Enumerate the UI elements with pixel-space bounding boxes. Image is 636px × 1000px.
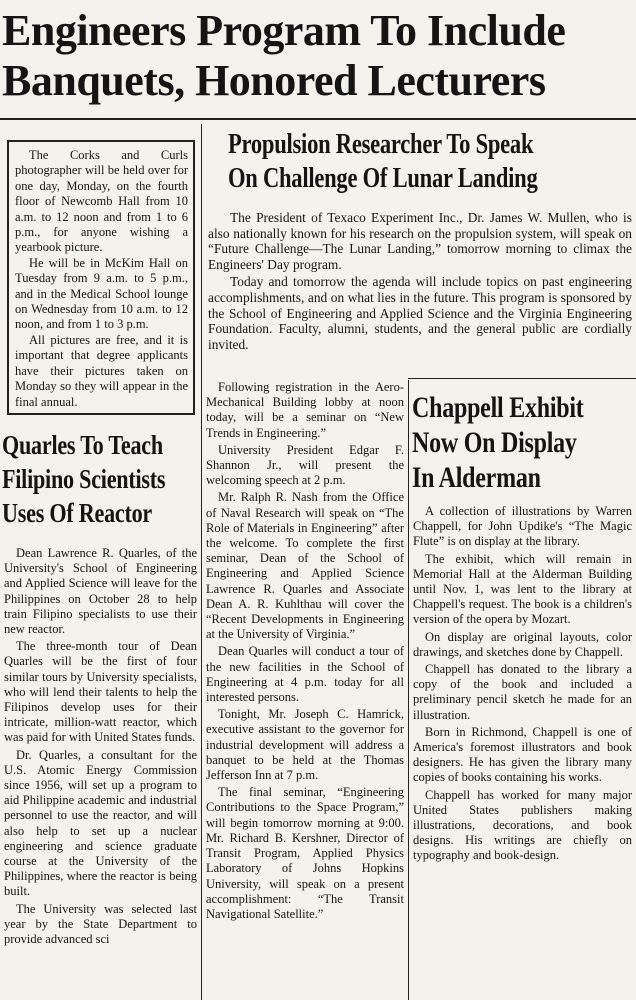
propulsion-intro — [208, 210, 632, 380]
propulsion-headline — [228, 128, 614, 196]
quarles-headline — [2, 428, 199, 530]
notice-paragraph: The Corks and Curls photographer will be held over for one day, Monday, on the fourth floor of Newcomb Hall from 10 a.m. to 12 noon and from 1 to 6 p.m., for anyone wishing a yearbook picture. — [15, 148, 188, 255]
notice-paragraph: All pictures are free, and it is important that degree applicants have their pictures taken on Monday so they will appear in the final annual. — [15, 332, 188, 409]
main-headline-line-1: Engineers Program To Include — [2, 6, 566, 55]
article-paragraph: Today and tomorrow the agenda will include topics on past engineering accomplishments, and on what lies in the future. This program is sponsored by the School of Engineering and Applied Science and the Virginia Engineering Foundation. Faculty, alumni, students, and the general public are cordially invited. — [208, 274, 632, 352]
article-paragraph: Dr. Quarles, a consultant for the U.S. Atomic Energy Commission since 1956, will set up a program to aid Philippine academic and industrial personnel to use the reactor, and will also help to set up a nuclear engineering and science graduate course at the University of the Philippines, where the reactor is being built. — [4, 747, 197, 899]
propulsion-headline-line-2: On Challenge Of Lunar Landing — [228, 163, 538, 194]
article-paragraph: The University was selected last year by the State Department to provide advanced sci — [4, 901, 197, 947]
article-paragraph: University President Edgar F. Shannon Jr., will present the welcoming speech at 2 p.m. — [206, 442, 404, 488]
article-paragraph: The three-month tour of Dean Quarles will be the first of four similar tours by University specialists, who will lend their talents to help the Filipinos develop uses for their intricate, million-watt reactor, which was paid for with United States funds. — [4, 639, 197, 745]
article-paragraph: The exhibit, which will remain in Memorial Hall at the Alderman Building until Nov. 1, was lent to the library at Chappell's request. The book is a children's version of the opera by Mozart. — [413, 551, 632, 627]
article-paragraph: The President of Texaco Experiment Inc., Dr. James W. Mullen, who is also nationally known for his research on the propulsion system, will speak on “Future Challenge—The Lunar Landing,” tomorrow morning to climax the Engineers' Day program. — [208, 210, 632, 272]
article-paragraph: Chappell has worked for many major United States publishers making illustrations, decorations, and book designs. His writings are chiefly on typography and book-design. — [413, 787, 632, 863]
photographer-notice-box — [7, 140, 195, 415]
article-paragraph: The final seminar, “Engineering Contributions to the Space Program,” will begin tomorrow morning at 9:00. Mr. Richard B. Kershner, Director of Transit Program, Applied Physics Laboratory of Johns Hopkins University, will speak on a present accomplishment: “The Transit Navigational Satellite.” — [206, 785, 404, 921]
quarles-headline-line-1: Quarles To Teach — [2, 430, 163, 460]
article-paragraph: Tonight, Mr. Joseph C. Hamrick, executive assistant to the governor for industrial development will address a banquet to be held at the Thomas Jefferson Inn at 7 p.m. — [206, 707, 404, 783]
article-paragraph: Following registration in the Aero-Mechanical Building lobby at noon today, will be a seminar on “New Trends in Engineering.” — [206, 380, 404, 440]
notice-paragraph: He will be in McKim Hall on Tuesday from 9 a.m. to 5 p.m., and in the Medical School lounge on Wednesday from 10 a.m. to 12 noon, and from 1 to 3 p.m. — [15, 255, 188, 332]
propulsion-headline-line-1: Propulsion Researcher To Speak — [228, 129, 534, 160]
article-paragraph: On display are original layouts, color drawings, and sketches done by Chappell. — [413, 629, 632, 659]
article-paragraph: Born in Richmond, Chappell is one of America's foremost illustrators and book designers. He has given the library many copies of books containing his works. — [413, 724, 632, 785]
chappell-headline — [412, 390, 628, 495]
quarles-headline-line-2: Filipino Scientists — [2, 464, 166, 494]
column-divider-right — [408, 380, 409, 1000]
column-divider-left — [201, 124, 202, 1000]
article-paragraph: Chappell has donated to the library a copy of the book and included a preliminary pencil sketch he made for an illustration. — [413, 662, 632, 722]
article-paragraph: Mr. Ralph R. Nash from the Office of Naval Research will speak on “The Role of Materials in Engineering” after the welcome. To complete the first seminar, Dean of the School of Engineering and Applied Science Lawrence R. Quarles and Associate Dean A. R. Kuhlthau will cover the “Recent Developments in Engineering at the University of Virginia.” — [206, 490, 404, 642]
main-headline — [2, 6, 632, 106]
propulsion-article-body — [206, 380, 404, 1000]
quarles-article-body — [4, 546, 197, 1000]
article-paragraph: Dean Quarles will conduct a tour of the new facilities in the School of Engineering at 4 p.m. today for all interested persons. — [206, 644, 404, 705]
chappell-headline-line-3: In Alderman — [412, 461, 541, 494]
article-paragraph: A collection of illustrations by Warren Chappell, for John Updike's “The Magic Flute” is on display at the library. — [413, 504, 632, 549]
headline-rule — [0, 118, 636, 120]
chappell-headline-line-2: Now On Display — [412, 426, 577, 459]
chappell-headline-line-1: Chappell Exhibit — [412, 391, 584, 424]
article-paragraph: Dean Lawrence R. Quarles, of the University's School of Engineering and Applied Science will leave for the Philippines on October 28 to help train Filipino specialists to use their new reactor. — [4, 546, 197, 637]
chappell-article-body — [413, 504, 632, 1000]
main-headline-line-2: Banquets, Honored Lecturers — [2, 56, 546, 105]
quarles-headline-line-3: Uses Of Reactor — [2, 498, 153, 528]
